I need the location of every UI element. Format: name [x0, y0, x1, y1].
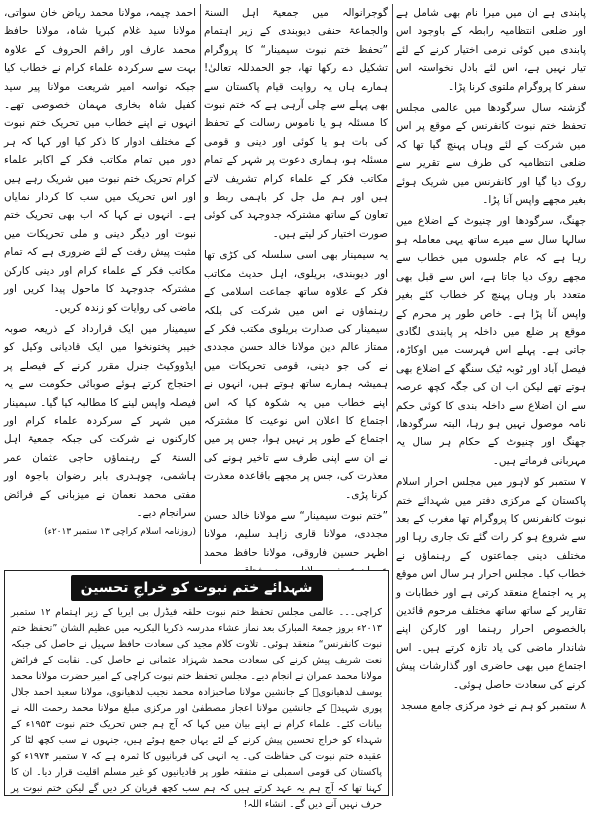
news-box: [4, 570, 389, 810]
column-right: [396, 4, 586, 796]
paragraph: ۸ ستمبر کو ہم نے خود مرکزی جامع مسجد: [400, 700, 586, 713]
paragraph: احمد چیمہ، مولانا محمد ریاض خان سواتی، مولانا سید غلام کبریا شاہ، مولانا حافظ محمد عارف اور راقم الحروف کے علاوہ بہت سے سرکردہ علماء کرام نے خطاب کیا جبکہ نواسہ امیر شریعت مولانا پیر سید کفیل شاہ بخاری مہمان خصوصی تھے۔ انہوں نے اپنے خطاب میں تحریک ختم نبوت کے مختلف ادوار کا ذکر کیا اور کہا کہ ہر دور میں تمام مکاتب فکر کے اکابر علماء کرام تحریک ختم نبوت میں شریک رہے ہیں اور اس تحریک میں سب کا کردار نمایاں ہے۔ انہوں نے کہا کہ اب بھی تحریک ختم نبوت اور دیگر دینی و ملی تحریکات میں مثبت پیش رفت کے لئے ضروری ہے کہ تمام مکاتب فکر کے علماء کرام اور دینی کارکن مشترکہ جدوجہد کا ماحول پیدا کریں اور ماضی کی روایات کو زندہ کریں۔: [4, 7, 196, 314]
paragraph: ۷ ستمبر کو لاہور میں مجلس احرار اسلام پاکستان کے مرکزی دفتر میں شہدائے ختم نبوت کانفرنس کا پروگرام تھا مغرب کے بعد سے شروع ہو کر رات گئے تک جاری رہا اور مختلف دینی جماعتوں کے رہنماؤں نے خطاب کیا۔ مجلس احرار ہر سال اس موقع پر یہ اجتماع منعقد کرتی ہے اور خطابات و تقاریر کے ساتھ ساتھ مختلف مرحوم قائدین بالخصوص احرار رہنما اور کارکن اپنے شاندار ماضی کی یاد تازہ کرتے ہیں۔ اس اجتماع میں بھی حاضری اور گذارشات پیش کرنے کی سعادت حاصل ہوئی۔: [396, 476, 586, 691]
column-left: [4, 4, 196, 564]
source-reference: (روزنامہ اسلام کراچی ۱۳ ستمبر ۲۰۱۳ء): [44, 527, 196, 538]
paragraph: پابندی ہے ان میں میرا نام بھی شامل ہے اور ضلعی انتظامیہ رابطہ کے باوجود اس پابندی میں کوئی نرمی اختیار کرنے کے لئے تیار نہیں ہے، اس لئے بادل نخواستہ اس سفر کا پروگرام ملتوی کرنا پڑا۔: [396, 7, 586, 93]
paragraph: ”ختم نبوت سیمینار“ سے مولانا خالد حسن مجددی، مولانا قاری زاہد سلیم، مولانا اظہر حسین فاروقی، مولانا حافظ محمد: [204, 509, 388, 559]
paragraph: سیمینار میں ایک قرارداد کے ذریعہ صوبہ خیبر پختونخوا میں ایک قادیانی وکیل کو ایڈووکیٹ جنرل مقرر کرنے کے فیصلے پر احتجاج کرتے ہوئے صوبائی حکومت سے یہ فیصلہ واپس لینے کا مطالبہ کیا گیا۔ سیمینار میں شہر کے سرکردہ علماء کرام اور کارکنوں نے شرکت کی جبکہ جمعیۃ اہل السنۃ کے رہنماؤں حاجی عثمان عمر ہاشمی، چوہدری بابر رضوان باجوہ اور مفتی محمد نعمان نے میزبانی کے فرائض سرانجام دیے۔: [4, 322, 196, 519]
news-box-title: شہدائے ختم نبوت کو خراجِ تحسین: [71, 575, 323, 601]
column-divider: [200, 4, 201, 564]
column-middle: [204, 4, 388, 564]
paragraph: گوجرانوالہ میں جمعیۃ اہل السنۃ والجماعۃ حنفی دیوبندی کے زیر اہتمام ”تحفظ ختم نبوت سیمینار“ کا پروگرام تشکیل دے رکھا تھا، جو الحمدللہ تعالیٰ! ہمارے ہاں یہ روایت قیام پاکستان سے بھی پہلے سے چلی آرہی ہے کہ ختم نبوت کا مسئلہ ہو یا ناموس رسالت کے تحفظ کی بات ہو یا کوئی اور دینی و قومی مسئلہ ہو، ہماری دعوت پر شہر کے تمام مکاتب فکر کے علماء کرام تشریف لاتے ہیں اور ہم مل جل کر باہمی ربط و تعاون کے ساتھ مشترکہ جدوجہد کی کوئی صورت اختیار کر لیتے ہیں۔: [204, 7, 388, 240]
paragraph: جھنگ، سرگودھا اور چنیوٹ کے اضلاع میں سالہا سال سے میرے ساتھ یہی معاملہ ہو رہا ہے کہ عام جلسوں میں خطاب سے مجھے روک دیا جاتا ہے، اس سے قبل بھی متعدد بار وہاں پہنچ کر خطاب کئے بغیر واپس آنا پڑا ہے۔ خاص طور پر محرم کے موقع پر ضلع میں داخلہ پر پابندی لگادی جاتی ہے۔ پہلے اس فہرست میں اوکاڑہ، فیصل آباد اور ٹوبہ ٹیک سنگھ کے اضلاع بھی ہوتے تھے لیکن اب ان کی جگہ کچھ عرصہ سے ان اضلاع سے داخلہ بندی کا کوئی حکم نامہ موصول نہیں ہو رہا، البتہ سرگودھا، جھنگ اور چنیوٹ کے حکام ہر سال یہ مہربانی فرماتے ہیں۔: [396, 215, 586, 467]
news-box-body: [5, 605, 388, 813]
newspaper-page: [4, 4, 586, 810]
paragraph: یہ سیمینار بھی اسی سلسلہ کی کڑی تھا اور دیوبندی، بریلوی، اہل حدیث مکاتب فکر کے علاوہ ساتھ جماعت اسلامی کے رہنماؤں نے اس میں شرکت کی بلکہ سیمینار کی صدارت بریلوی مکتب فکر کے ممتاز عالم دین مولانا خالد حسن مجددی نے کی جو دینی، قومی تحریکات میں ہمیشہ ہمارے ساتھ ہوتے ہیں، انہوں نے اپنے خطاب میں یہ شکوہ کیا کہ اس اجتماع کا اعلان اس نوعیت کا مشترکہ اجتماع کے طور پر نہیں ہوا، جس پر میں نے ان سے اپنی طرف سے تاخیر ہونے کی معذرت کی، جس پر مجھے باقاعدہ معذرت کرنا پڑی۔: [204, 249, 388, 501]
column-divider: [392, 4, 393, 796]
news-box-text: کراچی۔۔۔ عالمی مجلس تحفظ ختم نبوت حلقہ فیڈرل بی ایریا کے زیر اہتمام ۱۲ ستمبر ۲۰۱۳ء بروز جمعۃ المبارک بعد نماز عشاء مدرسہ ذکریا البکریہ میں عظیم الشان ”تحفظ ختم نبوت کانفرنس“ منعقد ہوئی۔ تلاوت کلام مجید کی سعادت حافظ سہیل نے حاصل کی جبکہ نعت شریف پیش کرنے کی سعادت محمد شہزاد عثمانی نے حاصل کی۔ نقابت کے فرائض مولانا محمد عمران نے انجام دیے۔ مجلس تحفظ ختم نبوت کراچی کے امیر حضرت مولانا محمد یوسف لدھیانویؒ کے جانشین مولانا صاحبزادہ محمد نجیب لدھیانوی، مولانا سعید احمد جلال پوری شہیدؒ کے جانشین مولانا اعجاز مصطفیٰ اور مرکزی مبلغ مولانا محمد رحمت اللہ نے بیانات کئے۔ علماء کرام نے اپنے بیان میں کہا کہ آج ہم جس تحریک ختم نبوت ۱۹۵۳ء کے شہداء کو خراج تحسین پیش کرنے کے لئے یہاں جمع ہوئے ہیں، جنہوں نے سب کچھ لٹا کر عقیدہ ختم نبوت کی حفاظت کی۔ یہ انہی کی قربانیوں کا ثمرہ ہے کہ ۷ ستمبر ۱۹۷۴ء کو پاکستان کی قومی اسمبلی نے متفقہ طور پر قادیانیوں کو غیر مسلم اقلیت قرار دیا۔ ان کا کہنا تھا کہ آج ہم یہ عہد کرتے ہیں کہ ہم سب کچھ قربان کر دیں گے لیکن ختم نبوت پر حرف نہیں آنے دیں گے۔ انشاء اللہ!: [11, 607, 382, 810]
paragraph: گزشتہ سال سرگودھا میں عالمی مجلس تحفظ ختم نبوت کانفرنس کے موقع پر اس میں شرکت کے لئے وہاں پہنچ گیا تھا کہ ضلعی انتظامیہ کی طرف سے تقریر سے روک دیا گیا اور کانفرنس میں شریک ہوئے بغیر مجھے واپس آنا پڑا۔: [396, 102, 586, 207]
